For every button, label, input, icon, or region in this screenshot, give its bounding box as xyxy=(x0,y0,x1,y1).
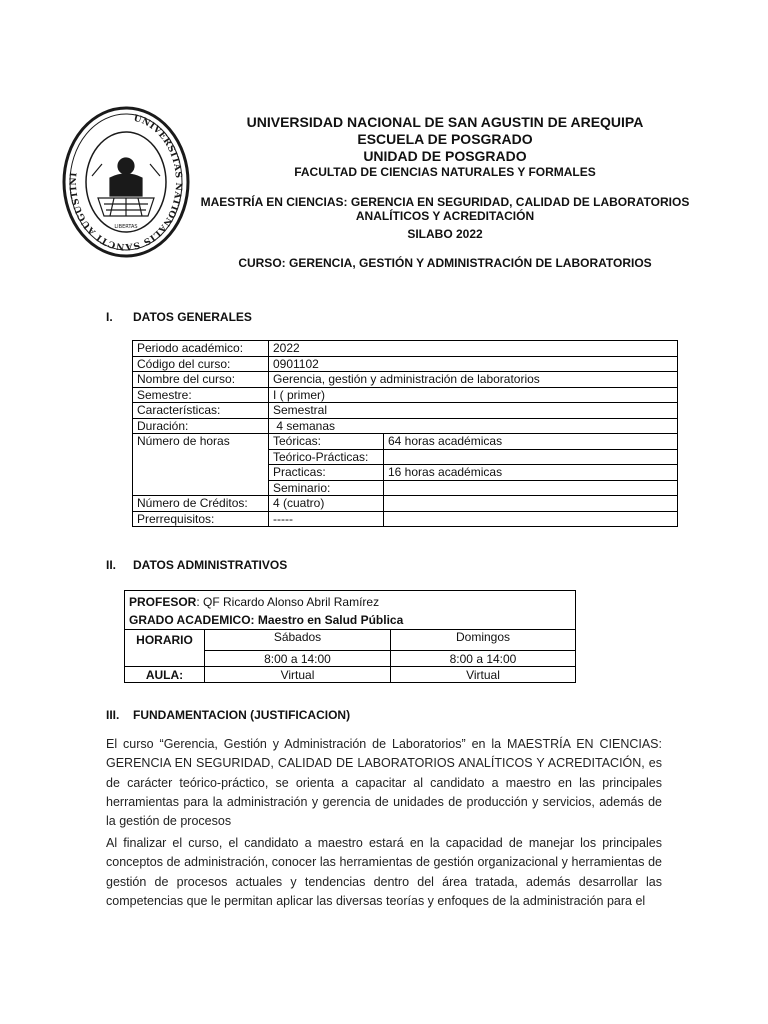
day-domingos: Domingos xyxy=(391,630,576,651)
section-number: I. xyxy=(106,310,113,324)
faculty-name: FACULTAD DE CIENCIAS NATURALES Y FORMALES xyxy=(294,165,596,179)
table-row xyxy=(133,434,678,450)
table-row xyxy=(133,372,678,388)
section-title: DATOS ADMINISTRATIVOS xyxy=(133,558,288,572)
fundamentacion-paragraph-1: El curso “Gerencia, Gestión y Administración de Laboratorios” en la MAESTRÍA EN CIENCIAS: GERENCIA EN SEGURIDAD, CALIDAD DE LABORATORIOS ANALÍTICOS Y ACREDITACIÓN, es de carácter teórico-práctico, se orienta a capacitar al candidato a maestro en las principales herramientas para la administración y gerencia de unidades de producción y servicios, además de la gestión de procesos xyxy=(106,737,662,829)
table-row xyxy=(133,356,678,372)
table-row xyxy=(125,591,576,612)
table-row xyxy=(125,667,576,683)
table-row xyxy=(133,341,678,357)
aula-domingos: Virtual xyxy=(391,667,576,683)
profesor-cell xyxy=(125,591,576,612)
time-sabados: 8:00 a 14:00 xyxy=(205,651,391,667)
grado-value: Maestro en Salud Pública xyxy=(254,613,404,627)
duracion-label: Duración: xyxy=(133,418,269,434)
codigo-label: Código del curso: xyxy=(133,356,269,372)
table-row xyxy=(125,630,576,651)
fundamentacion-paragraph-2: Al finalizar el curso, el candidato a maestro estará en la capacidad de manejar los principales conceptos de administración, conocer las herramientas de gestión organizacional y herramientas de gestión de procesos actuales y tendencias dentro del área tratada, además desarrollar las competencias que le permitan aplicar las diversas teorías y enfoques de la administración para el xyxy=(106,836,662,908)
table-row xyxy=(133,496,678,512)
program-title-line1: MAESTRÍA EN CIENCIAS: GERENCIA EN SEGURIDAD, CALIDAD DE LABORATORIOS xyxy=(200,195,690,209)
aula-label: AULA: xyxy=(125,667,205,683)
table-row xyxy=(133,387,678,403)
teorico-practicas-label: Teórico-Prácticas: xyxy=(269,449,384,465)
day-sabados: Sábados xyxy=(205,630,391,651)
section-datos-administrativos xyxy=(106,558,287,572)
section-title: FUNDAMENTACION (JUSTIFICACION) xyxy=(133,708,351,722)
empty-cell xyxy=(384,511,678,527)
horas-label: Número de horas xyxy=(133,434,269,496)
university-seal-logo xyxy=(62,106,190,258)
caracteristicas-label: Características: xyxy=(133,403,269,419)
grado-label: GRADO ACADEMICO: xyxy=(129,613,255,627)
section-datos-generales xyxy=(106,310,252,324)
semestre-value: I ( primer) xyxy=(269,387,678,403)
admin-data-table xyxy=(124,590,576,683)
school-name: ESCUELA DE POSGRADO xyxy=(357,131,533,147)
program-title-line2: ANALÍTICOS Y ACREDITACIÓN xyxy=(355,209,535,223)
syllabus-year: SILABO 2022 xyxy=(407,227,483,241)
table-row xyxy=(133,418,678,434)
section-fundamentacion xyxy=(106,708,350,722)
table-row xyxy=(133,403,678,419)
duracion-value: 4 semanas xyxy=(269,418,678,434)
practicas-label: Practicas: xyxy=(269,465,384,481)
profesor-value: : QF Ricardo Alonso Abril Ramírez xyxy=(196,595,380,609)
table-row xyxy=(125,611,576,630)
table-row xyxy=(133,511,678,527)
practicas-value: 16 horas académicas xyxy=(384,465,678,481)
caracteristicas-value: Semestral xyxy=(269,403,678,419)
empty-cell xyxy=(384,496,678,512)
aula-sabados: Virtual xyxy=(205,667,391,683)
seminario-value xyxy=(384,480,678,496)
seminario-label: Seminario: xyxy=(269,480,384,496)
teorico-practicas-value xyxy=(384,449,678,465)
prerrequisitos-label: Prerrequisitos: xyxy=(133,511,269,527)
course-title: CURSO: GERENCIA, GESTIÓN Y ADMINISTRACIÓN DE LABORATORIOS xyxy=(238,256,652,270)
nombre-label: Nombre del curso: xyxy=(133,372,269,388)
section-title: DATOS GENERALES xyxy=(133,310,252,324)
horario-label: HORARIO xyxy=(125,630,205,667)
codigo-value: 0901102 xyxy=(269,356,678,372)
unit-name: UNIDAD DE POSGRADO xyxy=(363,148,527,164)
profesor-label: PROFESOR xyxy=(129,595,197,609)
teoricas-value: 64 horas académicas xyxy=(384,434,678,450)
periodo-label: Periodo académico: xyxy=(133,341,269,357)
seal-bottom-text: LIBERTAS xyxy=(114,224,138,230)
grado-cell xyxy=(125,611,576,630)
periodo-value: 2022 xyxy=(269,341,678,357)
prerrequisitos-value: ----- xyxy=(269,511,384,527)
creditos-value: 4 (cuatro) xyxy=(269,496,384,512)
time-domingos: 8:00 a 14:00 xyxy=(391,651,576,667)
nombre-value: Gerencia, gestión y administración de laboratorios xyxy=(269,372,678,388)
seal-ring-text: UNIVERSITAS NATIONALIS SANCTI AUGUSTINI xyxy=(68,113,184,252)
general-data-table xyxy=(132,340,678,527)
section-number: III. xyxy=(106,708,120,722)
section-number: II. xyxy=(106,558,117,572)
university-name: UNIVERSIDAD NACIONAL DE SAN AGUSTIN DE AREQUIPA xyxy=(246,114,644,130)
teoricas-label: Teóricas: xyxy=(269,434,384,450)
creditos-label: Número de Créditos: xyxy=(133,496,269,512)
semestre-label: Semestre: xyxy=(133,387,269,403)
